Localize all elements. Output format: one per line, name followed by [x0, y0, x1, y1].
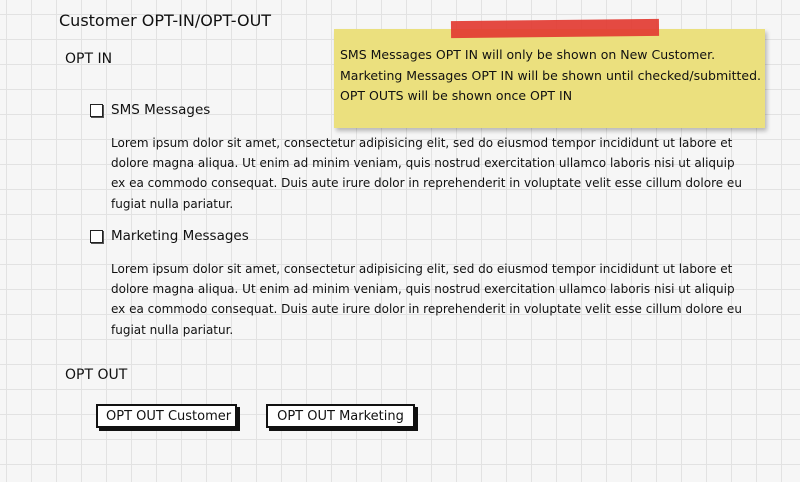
sms-messages-option[interactable] — [90, 102, 210, 118]
sticky-note-line: Marketing Messages OPT IN will be shown until checked/submitted. — [340, 67, 762, 83]
marketing-messages-checkbox[interactable] — [90, 230, 103, 243]
sms-messages-checkbox[interactable] — [90, 104, 103, 117]
opt-in-section-title: OPT IN — [65, 51, 113, 67]
opt-out-customer-button[interactable]: OPT OUT Customer — [96, 404, 237, 428]
marketing-messages-description: Lorem ipsum dolor sit amet, consectetur adipisicing elit, sed do eiusmod tempor incididunt ut labore et dolore magna aliqua. Ut enim ad minim veniam, quis nostrud exercitation ullamco laboris nisi ut aliquip ex ea commodo consequat. Duis aute irure dolor in reprehenderit in voluptate velit esse cillum dolore eu fugiat nulla pariatur. — [111, 262, 742, 337]
marketing-messages-label: Marketing Messages — [111, 228, 249, 244]
sticky-note-line: OPT OUTS will be shown once OPT IN — [340, 88, 573, 103]
opt-out-marketing-button[interactable]: OPT OUT Marketing — [266, 404, 415, 428]
sticky-note — [334, 29, 765, 128]
sms-messages-description: Lorem ipsum dolor sit amet, consectetur adipisicing elit, sed do eiusmod tempor incididunt ut labore et dolore magna aliqua. Ut enim ad minim veniam, quis nostrud exercitation ullamco laboris nisi ut aliquip ex ea commodo consequat. Duis aute irure dolor in reprehenderit in voluptate velit esse cillum dolore eu fugiat nulla pariatur. — [111, 136, 742, 211]
marketing-messages-option[interactable] — [90, 228, 249, 244]
sms-messages-label: SMS Messages — [111, 102, 211, 118]
sticky-note-line: SMS Messages OPT IN will only be shown on New Customer. — [340, 47, 716, 62]
opt-out-section-title: OPT OUT — [65, 367, 128, 383]
page-title: Customer OPT-IN/OPT-OUT — [59, 11, 272, 30]
sticky-note-tape — [451, 19, 659, 38]
